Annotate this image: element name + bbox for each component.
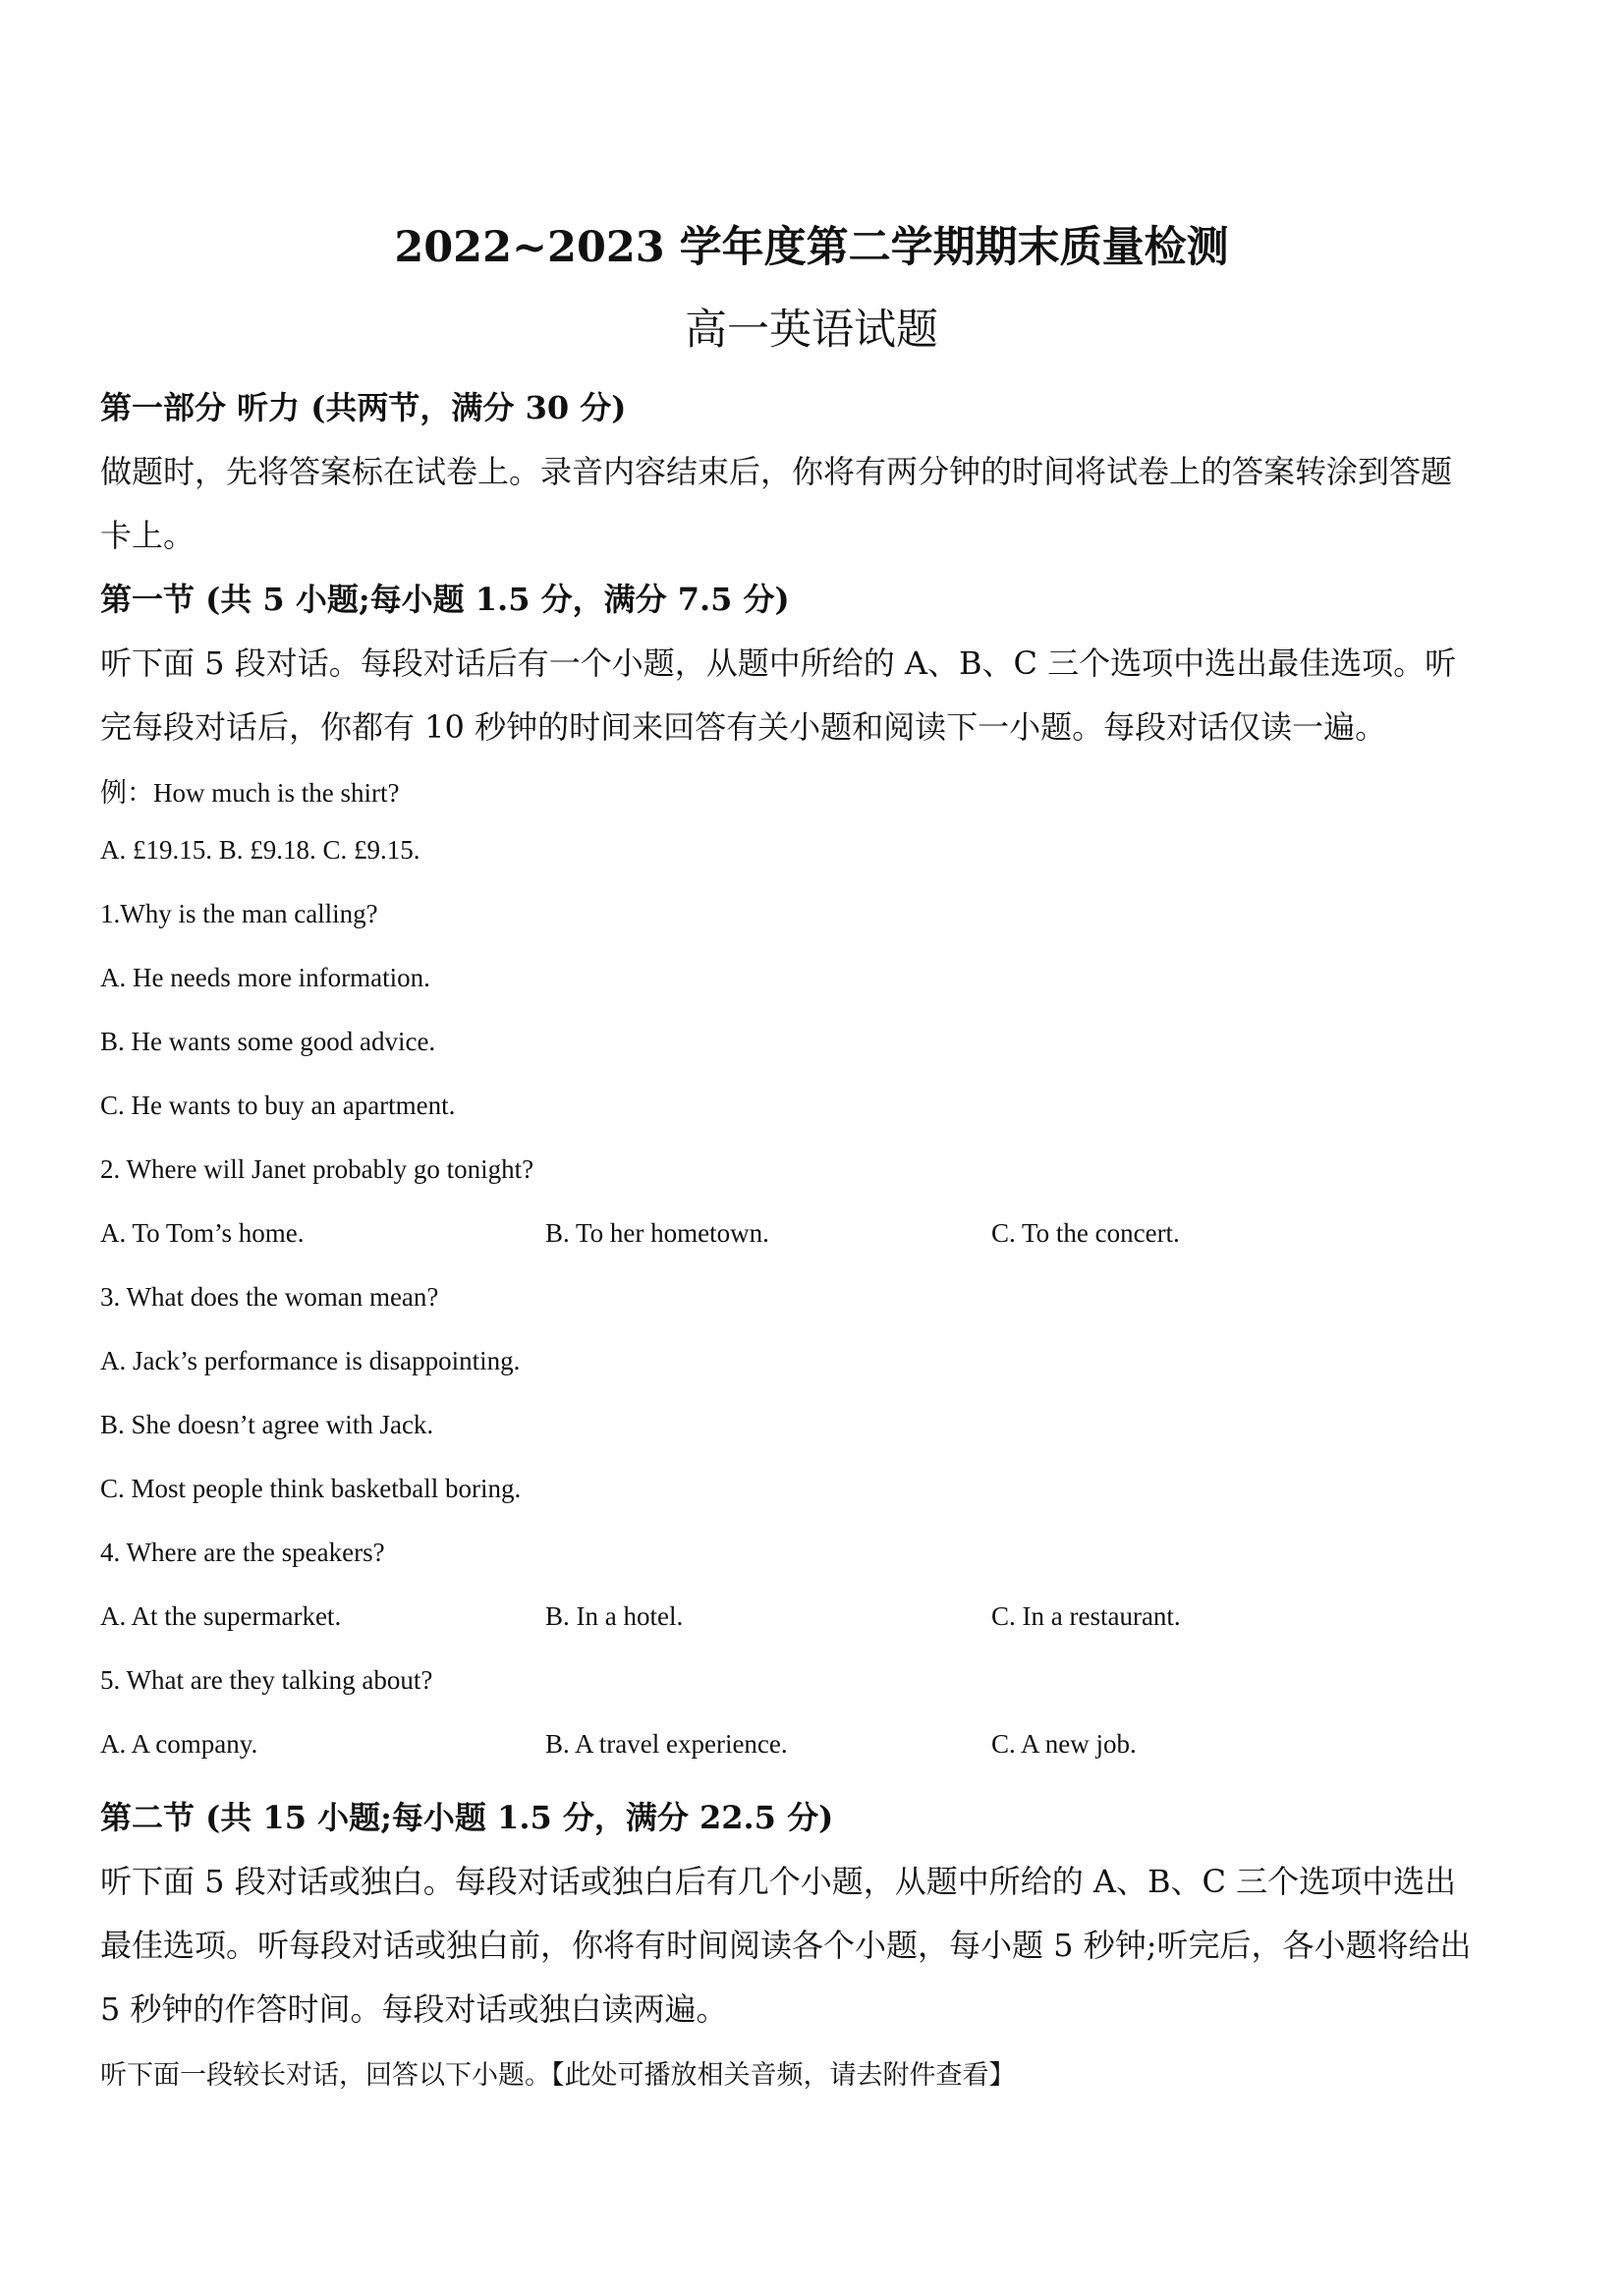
question-4-stem: 4. Where are the speakers? [100, 1538, 385, 1567]
exam-subtitle: 高一英语试题 [685, 306, 938, 355]
question-1-option-c: C. He wants to buy an apartment. [100, 1091, 456, 1120]
part1-heading: 第一部分 听力 (共两节，满分 30 分) [100, 389, 627, 426]
exam-title: 2022~2023 学年度第二学期期末质量检测 [394, 223, 1229, 272]
question-2-option-b: B. To her hometown. [545, 1218, 769, 1248]
question-3-option-c: C. Most people think basketball boring. [100, 1474, 522, 1503]
question-2-stem: 2. Where will Janet probably go tonight? [100, 1154, 534, 1184]
question-4-option-b: B. In a hotel. [545, 1601, 684, 1631]
question-3-stem: 3. What does the woman mean? [100, 1282, 439, 1312]
section1-heading: 第一节 (共 5 小题;每小题 1.5 分，满分 7.5 分) [100, 581, 790, 618]
question-2-option-c: C. To the concert. [991, 1218, 1180, 1248]
section2-audio-note: 听下面一段较长对话，回答以下小题。【此处可播放相关音频，请去附件查看】 [100, 2060, 1016, 2091]
question-5-option-a: A. A company. [100, 1729, 258, 1759]
part1-intro-line1: 做题时，先将答案标在试卷上。录音内容结束后，你将有两分钟的时间将试卷上的答案转涂到答题 [100, 453, 1453, 490]
question-3-option-a: A. Jack’s performance is disappointing. [100, 1346, 521, 1375]
question-5-option-c: C. A new job. [991, 1729, 1137, 1759]
section2-heading: 第二节 (共 15 小题;每小题 1.5 分，满分 22.5 分) [100, 1799, 834, 1836]
section1-intro-line1: 听下面 5 段对话。每段对话后有一个小题，从题中所给的 A、B、C 三个选项中选出最佳选项。听 [100, 644, 1457, 682]
section2-intro-line2: 最佳选项。听每段对话或独白前，你将有时间阅读各个小题，每小题 5 秒钟;听完后，各小题将给出 [100, 1927, 1472, 1964]
example-options: A. £19.15. B. £9.18. C. £9.15. [100, 835, 420, 865]
section2-intro-line3: 5 秒钟的作答时间。每段对话或独白读两遍。 [100, 1990, 728, 2028]
question-1-option-a: A. He needs more information. [100, 963, 430, 992]
question-3-option-b: B. She doesn’t agree with Jack. [100, 1410, 434, 1439]
question-4-option-a: A. At the supermarket. [100, 1601, 342, 1631]
question-1-stem: 1.Why is the man calling? [100, 899, 378, 928]
question-4-option-c: C. In a restaurant. [991, 1601, 1181, 1631]
question-1-option-b: B. He wants some good advice. [100, 1027, 436, 1056]
question-5-option-b: B. A travel experience. [545, 1729, 788, 1759]
section2-intro-line1: 听下面 5 段对话或独白。每段对话或独白后有几个小题，从题中所给的 A、B、C 三个选项中选出 [100, 1863, 1457, 1900]
section1-intro-line2: 完每段对话后，你都有 10 秒钟的时间来回答有关小题和阅读下一小题。每段对话仅读一遍。 [100, 708, 1387, 746]
part1-intro-line2: 卡上。 [100, 517, 196, 554]
question-5-stem: 5. What are they talking about? [100, 1665, 433, 1695]
example-question: 例：How much is the shirt? [100, 778, 400, 808]
question-2-option-a: A. To Tom’s home. [100, 1218, 305, 1248]
